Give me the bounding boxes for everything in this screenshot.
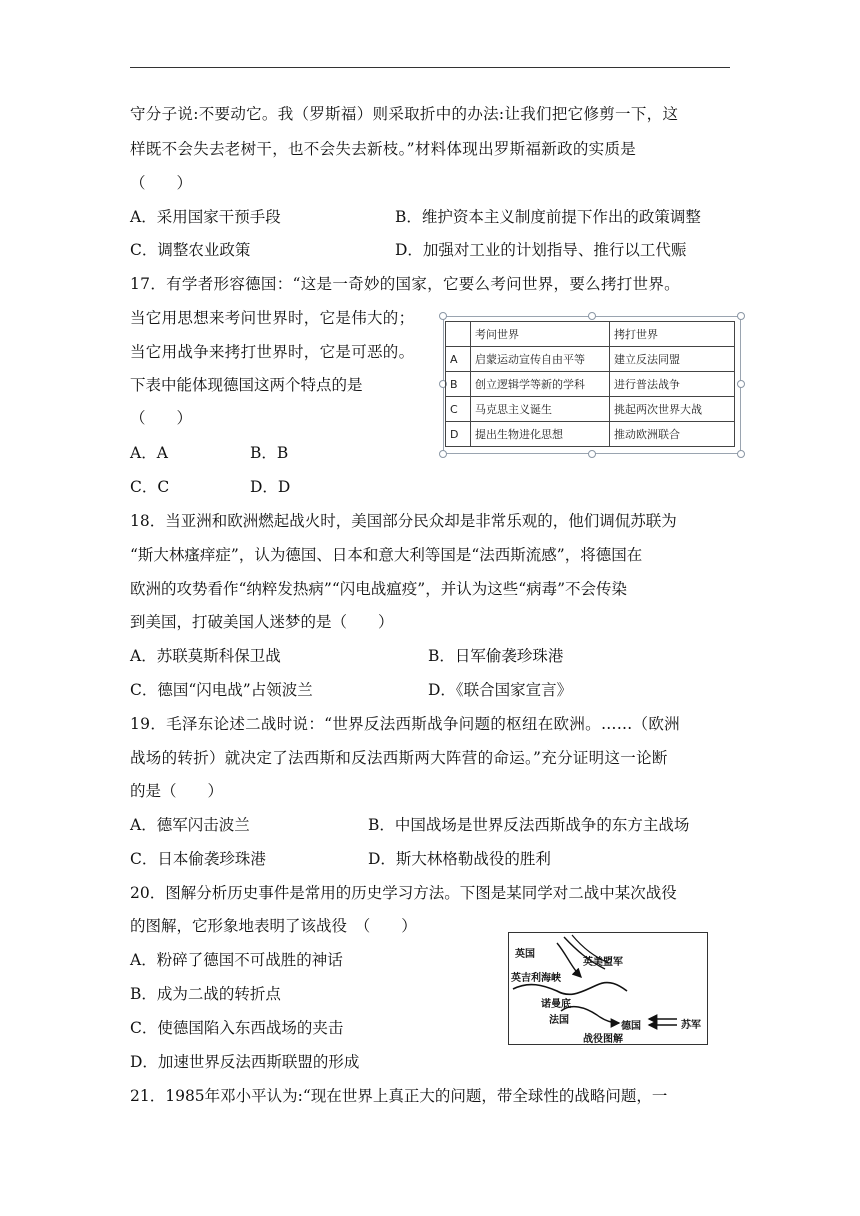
table-cell: 启蒙运动宣传自由平等 <box>471 347 610 372</box>
q17-table <box>445 321 735 447</box>
q16-option-b[interactable]: B．维护资本主义制度前提下作出的政策调整 <box>395 208 701 226</box>
q18-text-line-3: 欧洲的攻势看作“纳粹发热病”“闪电战瘟疫”，并认为这些“病毒”不会传染 <box>130 580 628 598</box>
q17-option-d[interactable]: D．D <box>250 478 291 496</box>
table-row <box>446 397 735 422</box>
table-row <box>446 347 735 372</box>
resize-handle[interactable] <box>588 312 596 320</box>
q16-answer-paren: （ ） <box>130 174 193 192</box>
q18-text-line-2: “斯大林瘙痒症”，认为德国、日本和意大利等国是“法西斯流感”，将德国在 <box>130 546 643 564</box>
table-header-cell: 拷打世界 <box>610 322 735 347</box>
q17-text-line-3: 当它用战争来拷打世界时，它是可恶的。 <box>130 343 415 361</box>
q17-option-c[interactable]: C．C <box>130 478 170 496</box>
resize-handle[interactable] <box>439 450 447 458</box>
table-cell-key: D <box>446 422 471 447</box>
q16-option-a[interactable]: A．采用国家干预手段 <box>130 208 281 226</box>
table-row <box>446 422 735 447</box>
q19-text-line-3: 的是（ ） <box>130 782 224 800</box>
q19-option-d[interactable]: D．斯大林格勒战役的胜利 <box>368 850 551 868</box>
diagram-label-soviet: 苏军 <box>681 1020 701 1031</box>
resize-handle[interactable] <box>737 380 745 388</box>
table-cell-key: C <box>446 397 471 422</box>
q20-option-b[interactable]: B．成为二战的转折点 <box>130 985 281 1003</box>
q16-text-line-2: 样既不会失去老树干，也不会失去新枝。”材料体现出罗斯福新政的实质是 <box>130 140 637 158</box>
q19-option-b[interactable]: B．中国战场是世界反法西斯战争的东方主战场 <box>368 816 690 834</box>
q17-text-line-1: 17．有学者形容德国：“这是一奇妙的国家，它要么考问世界，要么拷打世界。 <box>130 275 680 293</box>
q20-text-line-2: 的图解，它形象地表明了该战役 （ ） <box>130 917 417 935</box>
q18-option-b[interactable]: B．日军偷袭珍珠港 <box>428 647 564 665</box>
diagram-label-channel: 英吉利海峡 <box>511 973 561 984</box>
q18-option-c[interactable]: C．德国“闪电战”占领波兰 <box>130 681 313 699</box>
table-cell-key: A <box>446 347 471 372</box>
table-header-row <box>446 322 735 347</box>
q16-option-c[interactable]: C．调整农业政策 <box>130 241 251 259</box>
q18-text-line-1: 18．当亚洲和欧洲燃起战火时，美国部分民众却是非常乐观的，他们调侃苏联为 <box>130 512 677 530</box>
q16-text-line-1: 守分子说:不要动它。我（罗斯福）则采取折中的办法:让我们把它修剪一下，这 <box>130 105 679 123</box>
table-cell: 马克思主义诞生 <box>471 397 610 422</box>
q18-option-a[interactable]: A．苏联莫斯科保卫战 <box>130 647 281 665</box>
table-cell: 挑起两次世界大战 <box>610 397 735 422</box>
table-header-cell: 考问世界 <box>471 322 610 347</box>
battle-arrows <box>509 933 706 1043</box>
table-cell-key: B <box>446 372 471 397</box>
q19-option-c[interactable]: C．日本偷袭珍珠港 <box>130 850 266 868</box>
table-cell: 进行普法战争 <box>610 372 735 397</box>
diagram-label-normandy: 诺曼底 <box>541 999 571 1010</box>
resize-handle[interactable] <box>588 450 596 458</box>
q18-option-d[interactable]: D．《联合国家宣言》 <box>428 681 573 699</box>
q17-text-line-4: 下表中能体现德国这两个特点的是 <box>130 376 363 394</box>
q17-table-figure <box>443 316 741 454</box>
diagram-label-uk: 英国 <box>515 949 535 960</box>
table-cell: 创立逻辑学等新的学科 <box>471 372 610 397</box>
q20-option-a[interactable]: A．粉碎了德国不可战胜的神话 <box>130 951 343 969</box>
diagram-label-germany: 德国 <box>621 1021 641 1032</box>
table-row <box>446 372 735 397</box>
table-cell: 建立反法同盟 <box>610 347 735 372</box>
diagram-label-allies: 英美盟军 <box>583 957 623 968</box>
table-cell: 推动欧洲联合 <box>610 422 735 447</box>
q20-option-c[interactable]: C．使德国陷入东西战场的夹击 <box>130 1019 344 1037</box>
q17-option-a[interactable]: A．A <box>130 444 168 462</box>
table-header-cell <box>446 322 471 347</box>
resize-handle[interactable] <box>439 312 447 320</box>
q17-answer-paren: （ ） <box>130 409 193 427</box>
q20-text-line-1: 20．图解分析历史事件是常用的历史学习方法。下图是某同学对二战中某次战役 <box>130 884 677 902</box>
diagram-caption: 战役图解 <box>583 1034 623 1045</box>
resize-handle[interactable] <box>737 450 745 458</box>
header-rule <box>130 67 730 68</box>
q19-option-a[interactable]: A．德军闪击波兰 <box>130 816 250 834</box>
q19-text-line-2: 战场的转折）就决定了法西斯和反法西斯两大阵营的命运。”充分证明这一论断 <box>130 749 668 767</box>
q18-text-line-4: 到美国，打破美国人迷梦的是（ ） <box>130 613 394 631</box>
resize-handle[interactable] <box>737 312 745 320</box>
q21-text-line-1: 21．1985年邓小平认为:“现在世界上真正大的问题，带全球性的战略问题，一 <box>130 1087 668 1105</box>
q17-text-line-2: 当它用思想来考问世界时，它是伟大的； <box>130 309 415 327</box>
q20-battle-diagram <box>508 932 708 1045</box>
coastline-channel <box>513 983 627 995</box>
q19-text-line-1: 19．毛泽东论述二战时说：“世界反法西斯战争问题的枢纽在欧洲。……（欧洲 <box>130 715 680 733</box>
diagram-label-france: 法国 <box>549 1015 569 1026</box>
table-cell: 提出生物进化思想 <box>471 422 610 447</box>
q16-option-d[interactable]: D．加强对工业的计划指导、推行以工代赈 <box>395 241 687 259</box>
q17-option-b[interactable]: B．B <box>250 444 289 462</box>
q20-option-d[interactable]: D．加速世界反法西斯联盟的形成 <box>130 1053 360 1071</box>
